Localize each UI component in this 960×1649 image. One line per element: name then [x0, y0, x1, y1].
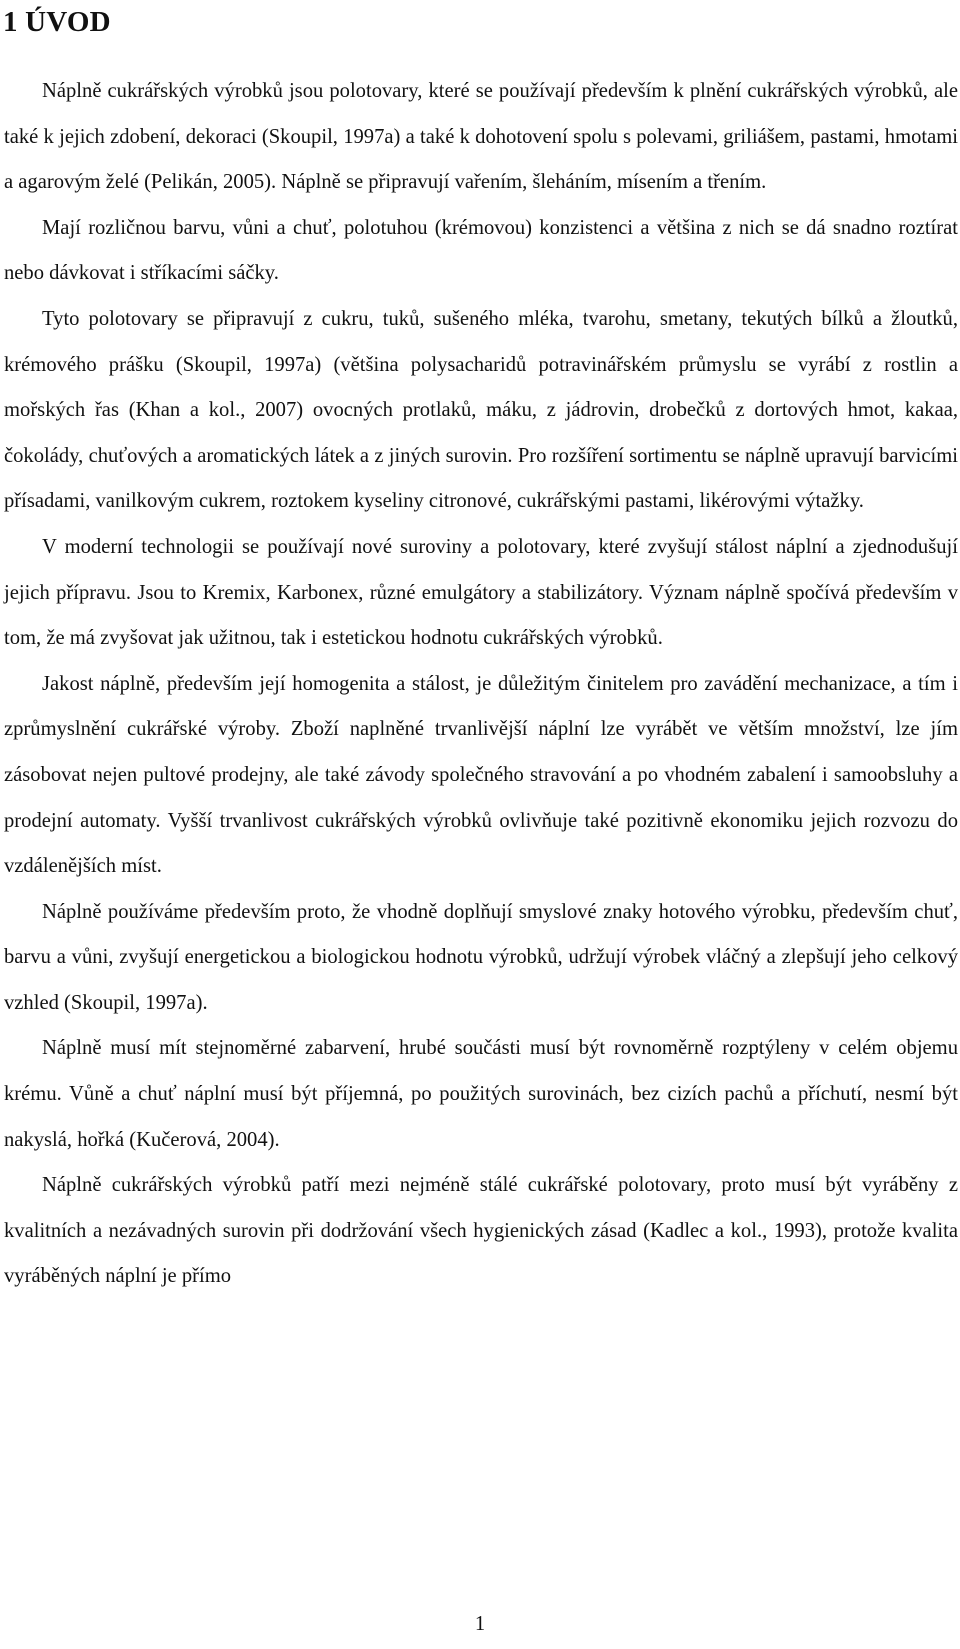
paragraph-8: Náplně cukrářských výrobků patří mezi nejméně stálé cukrářské polotovary, proto musí být vyráběny z kvalitních a nezávadných surovin při dodržování všech hygienických zásad (Kadlec a kol., 1993), protože kvalita vyráběných náplní je přímo — [4, 1174, 958, 1288]
paragraph-3: Tyto polotovary se připravují z cukru, tuků, sušeného mléka, tvarohu, smetany, tekutých bílků a žloutků, krémového prášku (Skoupil, 1997a) (většina polysacharidů potravinářském průmyslu se vyrábí z rostlin a mořských řas (Khan a kol., 2007) ovocných protlaků, máku, z jádrovin, drobečků z dortových hmot, kakaa, čokolády, chuťových a aromatických látek a z jiných surovin. Pro rozšíření sortimentu se náplně upravují barvicími přísadami, vanilkovým cukrem, roztokem kyseliny citronové, cukrářskými pastami, likérovými výtažky. — [4, 307, 958, 513]
paragraph-6: Náplně používáme především proto, že vhodně doplňují smyslové znaky hotového výrobku, především chuť, barvu a vůni, zvyšují energetickou a biologickou hodnotu výrobků, udržují výrobek vláčný a zlepšují jeho celkový vzhled (Skoupil, 1997a). — [4, 900, 958, 1014]
paragraph-4: V moderní technologii se používají nové suroviny a polotovary, které zvyšují stálost náplní a zjednodušují jejich přípravu. Jsou to Kremix, Karbonex, různé emulgátory a stabilizátory. Význam náplně spočívá především v tom, že má zvyšovat jak užitnou, tak i estetickou hodnotu cukrářských výrobků. — [4, 535, 958, 650]
paragraph-7: Náplně musí mít stejnoměrné zabarvení, hrubé součásti musí být rovnoměrně rozptýleny v celém objemu krému. Vůně a chuť náplní musí být příjemná, po použitých surovinách, bez cizích pachů a příchutí, nesmí být nakyslá, hořká (Kučerová, 2004). — [4, 1037, 958, 1151]
paragraph-2: Mají rozličnou barvu, vůni a chuť, polotuhou (krémovou) konzistenci a většina z nich se dá snadno roztírat nebo dávkovat i stříkacími sáčky. — [4, 216, 958, 285]
body-text — [4, 69, 958, 1300]
paragraph-5: Jakost náplně, především její homogenita a stálost, je důležitým činitelem pro zavádění mechanizace, a tím i zprůmyslnění cukrářské výroby. Zboží naplněné trvanlivější náplní lze vyrábět ve větším množství, lze jím zásobovat nejen pultové prodejny, ale také závody společného stravování a po vhodném zabalení i samoobsluhy a prodejní automaty. Vyšší trvanlivost cukrářských výrobků ovlivňuje také pozitivně ekonomiku jejich rozvozu do vzdálenějších míst. — [4, 672, 958, 878]
chapter-heading: 1 ÚVOD — [3, 6, 111, 38]
paragraph-1: Náplně cukrářských výrobků jsou polotovary, které se používají především k plnění cukrářských výrobků, ale také k jejich zdobení, dekoraci (Skoupil, 1997a) a také k dohotovení spolu s polevami, griliášem, pastami, hmotami a agarovým želé (Pelikán, 2005). Náplně se připravují vařením, šleháním, mísením a třením. — [4, 80, 958, 194]
page-number: 1 — [474, 1613, 486, 1635]
